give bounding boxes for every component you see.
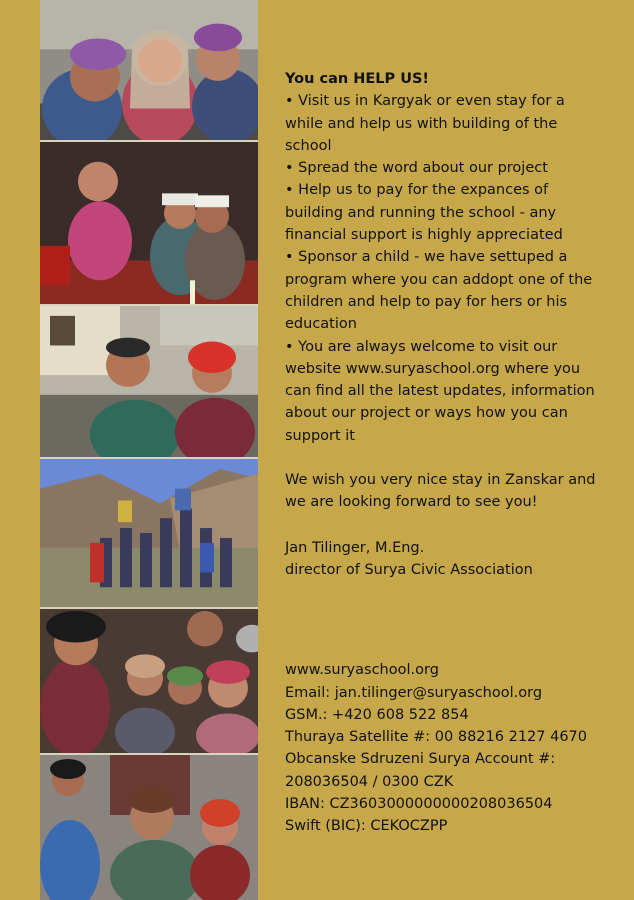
photo-children-crowns [40, 142, 258, 306]
photo-family [40, 755, 258, 900]
contact-thuraya: Thuraya Satellite #: 00 88216 2127 4670 [285, 729, 588, 746]
photo-two-boys [40, 306, 258, 459]
photo-crowd [40, 609, 258, 755]
contact-account: Obcanske Sdruzeni Surya Account #: 208036504 / 0300 CZK [285, 751, 556, 790]
contact-iban: IBAN: CZ3603000000000208036504 [285, 796, 553, 813]
contact-swift: Swift (BIC): CEKOCZPP [285, 818, 448, 835]
help-heading: You can HELP US! [285, 71, 430, 87]
contact-gsm: GSM.: +420 608 522 854 [285, 706, 469, 723]
closing-message: We wish you very nice stay in Zanskar and we are looking forward to see you! [285, 472, 596, 511]
contact-website[interactable]: www.suryaschool.org [285, 662, 439, 679]
contact-email[interactable]: Email: jan.tilinger@suryaschool.org [285, 684, 543, 701]
bullet-sponsor-child: • Sponsor a child - we have settuped a program where you can addopt one of the children and help to pay for hers or his education [285, 246, 605, 335]
signature-title: director of Surya Civic Association [285, 561, 533, 578]
photo-group-mountains [40, 459, 258, 609]
bullet-spread-word: • Spread the word about our project [285, 157, 605, 179]
bullet-financial-support: • Help us to pay for the expances of building and running the school - any financial support is highly appreciated [285, 179, 605, 246]
info-text [285, 68, 605, 838]
photo-children-caps [40, 0, 258, 142]
photo-strip [40, 0, 258, 900]
bullet-visit: • Visit us in Kargyak or even stay for a while and help us with building of the school [285, 90, 605, 157]
bullet-website: • You are always welcome to visit our website www.suryaschool.org where you can find all the latest updates, information about our project or ways how you can support it [285, 336, 605, 447]
signature-name: Jan Tilinger, M.Eng. [285, 539, 425, 556]
